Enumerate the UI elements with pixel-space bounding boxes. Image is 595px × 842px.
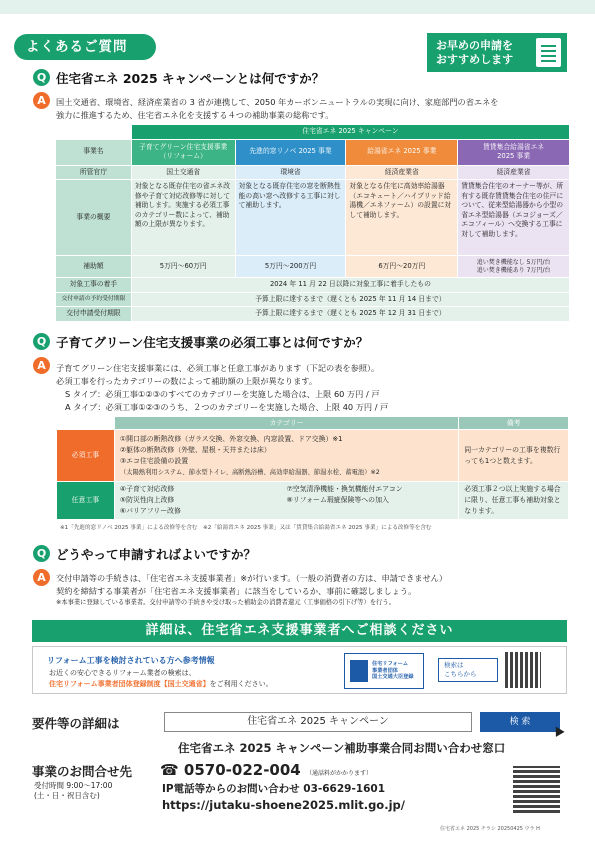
- optional-note: 必須工事２つ以上実施する場合に限り、任意工事も補助対象となります。: [459, 482, 569, 520]
- ministry-0: 国土交通省: [131, 165, 235, 180]
- answer-icon: A: [33, 357, 50, 374]
- inquiry-title: 事業のお問合せ先: [32, 764, 133, 779]
- required-item-1: ①開口部の断熱改修（ガラス交換、外窓交換、内窓設置、ドア交換）※1: [119, 434, 343, 443]
- answer-1-line-1: 国土交通省、環境省、経済産業省の 3 省が連携して、2050 年カーボンニュートラルの実現に向け、家庭部門の省エネを: [56, 97, 499, 107]
- required-label: 必須工事: [57, 430, 115, 482]
- reserve-value: 予算上限に達するまで（遅くとも 2025 年 11 月 14 日まで）: [131, 292, 569, 307]
- header-category: カテゴリー: [114, 417, 458, 430]
- required-item-2: ②躯体の断熱改修（外壁、屋根・天井または床）: [119, 445, 271, 454]
- hours-line-1: 受付時間 9:00〜17:00: [34, 781, 113, 790]
- row-label-amount: 補助額: [56, 256, 132, 278]
- row-label-ministry: 所管官庁: [56, 165, 132, 180]
- amount-3-b: 追い焚き機能あり 7万円/台: [476, 266, 551, 274]
- answer-2-a-type: A タイプ：必須工事①②③のうち、２つのカテゴリーを実施した場合、上限 40 万円 / 戸: [65, 402, 389, 412]
- apply-line-1: お早めの申請を: [436, 39, 513, 52]
- summary-3: 賃貸集合住宅のオーナー等が、所有する既存賃貸集合住宅の住戸について、従来型給湯器から小型の省エネ型給湯器（エコジョーズ／エコフィール）へ交換する工事に対して補助します。: [458, 180, 570, 256]
- search-here-line-2: こちらから: [444, 670, 477, 678]
- header-note: 備考: [459, 417, 569, 430]
- badge-line-1: 住宅リフォーム: [372, 661, 409, 668]
- answer-3-note: ※本事業に登録している事業者。交付申請等の手続きや受け取った補助金の消費者還元（工事価格の引下げ等）を行う。: [56, 599, 396, 606]
- house-icon: [350, 660, 368, 682]
- campaign-search-box[interactable]: 住宅省エネ 2025 キャンペーン: [164, 712, 472, 732]
- apply-line-2: おすすめします: [436, 53, 514, 66]
- print-code: 住宅省エネ 2025 チラシ 20250425 ウラ H: [440, 826, 540, 832]
- ministry-1: 環境省: [235, 165, 346, 180]
- row-label-start: 対象工事の着手: [56, 278, 132, 293]
- question-icon: Q: [33, 69, 50, 86]
- ip-phone[interactable]: IP電話等からのお問い合わせ 03-6629-1601: [162, 783, 386, 795]
- hours-line-2: (土・日・祝日含む): [34, 791, 100, 800]
- summary-2: 対象となる住宅に高効率給湯器（エコキュート／ハイブリッド給湯機／エネファーム）の設置に対して補助します。: [346, 180, 458, 256]
- answer-2-s-type: S タイプ：必須工事①②③のすべてのカテゴリーを実施した場合は、上限 60 万円 / 戸: [65, 389, 380, 399]
- search-here-line-1: 検索は: [444, 661, 464, 669]
- col-name-kosodate: 子育てグリーン住宅支援事業 （リフォーム）: [131, 139, 235, 165]
- reform-info-box: [32, 646, 567, 694]
- answer-3-line-2: 契約を締結する事業者が「住宅省エネ支援事業者」に該当をしているか、事前に確認しましょう。: [56, 586, 417, 596]
- col-name-chintai: 賃貸集合給湯省エネ 2025 事業: [458, 139, 570, 165]
- requirements-title: 要件等の詳細は: [32, 716, 120, 731]
- question-2: 子育てグリーン住宅支援事業の必須工事とは何ですか？: [56, 335, 369, 350]
- summary-1: 対象となる既存住宅の窓を断熱性能の高い窓へ改修する工事に対して補助します。: [235, 180, 346, 256]
- question-1: 住宅省エネ 2025 キャンペーンとは何ですか？: [56, 71, 325, 86]
- ministry-2: 経済産業省: [346, 165, 458, 180]
- answer-icon: A: [33, 92, 50, 109]
- summary-0: 対象となる既存住宅の省エネ改修や子育て対応改修等に対して補助します。実施する必須工事のカテゴリー数によって、補助額の上限が異なります。: [131, 180, 235, 256]
- search-here-box[interactable]: [438, 658, 498, 682]
- phone-note: （通話料がかかります）: [305, 770, 372, 777]
- reform-registration-logo: [344, 653, 424, 689]
- badge-line-3: 国土交通大臣登録: [372, 674, 414, 681]
- question-icon: Q: [33, 333, 50, 350]
- row-label-summary: 事業の概要: [56, 180, 132, 256]
- campaign-header: 住宅省エネ 2025 キャンペーン: [131, 125, 569, 140]
- top-band: [0, 0, 595, 14]
- row-label-apply: 交付申請受付期限: [56, 307, 132, 322]
- apply-value: 予算上限に達するまで（遅くとも 2025 年 12 月 31 日まで）: [131, 307, 569, 322]
- apply-recommend-box: [427, 33, 567, 72]
- question-3: どうやって申請すればよいですか？: [56, 547, 257, 562]
- optional-item-6: ⑥バリアフリー改修: [119, 507, 181, 515]
- amount-1: 5万円〜200万円: [235, 256, 346, 278]
- required-item-3-detail: （太陽熱利用システム、節水型トイレ、高断熱浴槽、高効率給湯器、節湯水栓、蓄電池）※2: [119, 468, 380, 476]
- qr-code-icon: [513, 766, 560, 813]
- qr-code-icon: [505, 652, 541, 688]
- reform-line-1: お近くの安心できるリフォーム業者の検索は、: [49, 669, 196, 677]
- detail-banner: 詳細は、住宅省エネ支援事業者へご相談ください: [32, 620, 567, 642]
- optional-item-8: ⑧リフォーム瑕疵保険等への加入: [286, 496, 389, 504]
- start-value: 2024 年 11 月 22 日以降に対象工事に着手したもの: [131, 278, 569, 293]
- col-name-kyuto: 給湯省エネ 2025 事業: [346, 139, 458, 165]
- reform-link[interactable]: 住宅リフォーム事業者団体登録制度【国土交通省】: [49, 680, 210, 688]
- col-name-mado: 先進的窓リノベ 2025 事業: [235, 139, 346, 165]
- row-label-name: 事業名: [56, 139, 132, 165]
- document-icon: [536, 38, 561, 67]
- answer-2-line-2: 必須工事を行ったカテゴリーの数によって補助額の上限が異なります。: [56, 376, 318, 386]
- question-icon: Q: [33, 545, 50, 562]
- optional-item-7: ⑦空気清浄機能・換気機能付エアコン: [286, 485, 403, 493]
- answer-3-line-1: 交付申請等の手続きは、「住宅省エネ支援事業者」※が行います。（一般の消費者の方は、申請できません）: [56, 573, 448, 583]
- reform-title: リフォーム工事を検討されている方へ参考情報: [47, 656, 215, 665]
- website-url[interactable]: https://jutaku-shoene2025.mlit.go.jp/: [162, 798, 405, 812]
- contact-title: 住宅省エネ 2025 キャンペーン補助事業合同お問い合わせ窓口: [178, 741, 506, 755]
- answer-icon: A: [33, 569, 50, 586]
- row-label-reserve: 交付申請の予約受付期限: [56, 292, 132, 307]
- amount-3-a: 追い焚き機能なし 5万円/台: [476, 258, 551, 266]
- ministry-3: 経済産業省: [458, 165, 570, 180]
- required-note: 同一カテゴリーの工事を複数行っても1つと数えます。: [459, 430, 569, 482]
- badge-line-2: 事業者団体: [372, 667, 398, 674]
- phone-icon: ☎: [160, 761, 179, 779]
- optional-item-4: ④子育て対応改修: [119, 485, 175, 493]
- optional-item-5: ⑤防災性向上改修: [119, 496, 175, 504]
- phone-number[interactable]: 0570-022-004: [183, 761, 301, 779]
- answer-2-line-1: 子育てグリーン住宅支援事業には、必須工事と任意工事があります（下記の表を参照）。: [56, 363, 380, 373]
- required-item-3: ③エコ住宅設備の設置: [119, 456, 189, 465]
- faq-title: よくあるご質問: [14, 34, 156, 60]
- search-button[interactable]: 検 索: [480, 712, 560, 732]
- optional-label: 任意工事: [57, 482, 115, 520]
- table-footnote: ※1「先進的窓リノベ 2025 事業」による改修等を含む ※2「給湯省エネ 2025 事業」又は「賃貸集合給湯省エネ 2025 事業」による改修等を含む: [60, 525, 432, 531]
- required-work-table: [56, 416, 569, 520]
- amount-2: 6万円〜20万円: [346, 256, 458, 278]
- subsidy-table: [55, 124, 570, 322]
- answer-1-line-2: 強力に推進するため、住宅省エネ化を支援する４つの補助事業の総称です。: [56, 110, 334, 120]
- amount-0: 5万円〜60万円: [131, 256, 235, 278]
- reform-line-2-rest: をご利用ください。: [209, 680, 273, 688]
